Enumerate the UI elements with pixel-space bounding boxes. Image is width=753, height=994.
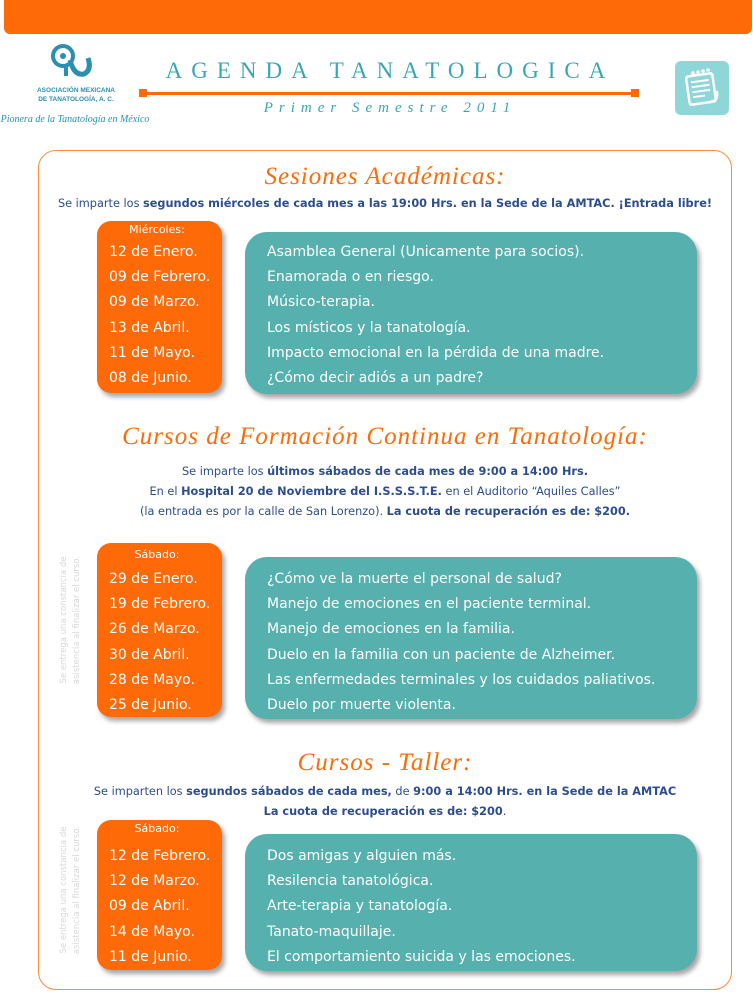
desc-text: (la entrada es por la calle de San Lorenzo). <box>139 505 387 518</box>
date-list <box>109 240 210 391</box>
desc-bold: últimos sábados de cada mes de 9:00 a 14:00 Hrs. <box>267 465 588 478</box>
page-title: AGENDA TANATOLOGICA <box>165 58 615 83</box>
topic-item: El comportamiento suicida y las emociones. <box>267 948 576 965</box>
desc-bold: segundos miércoles de cada mes a las 19:00 Hrs. en la Sede de la AMTAC. ¡Entrada libre! <box>143 197 713 210</box>
certificate-note <box>58 805 88 975</box>
date-item: 13 de Abril. <box>109 319 190 336</box>
date-item: 12 de Febrero. <box>109 848 211 864</box>
title-divider <box>142 92 636 95</box>
topic-item: ¿Cómo decir adiós a un padre? <box>267 369 484 386</box>
date-item: 12 de Enero. <box>109 244 198 260</box>
topic-item: Manejo de emociones en la familia. <box>267 621 515 638</box>
day-label: Miércoles: <box>129 223 185 236</box>
topic-item: ¿Cómo ve la muerte el personal de salud? <box>267 571 562 587</box>
certificate-note-line1: Se entrega una constancia de <box>59 826 69 954</box>
date-item: 28 de Mayo. <box>109 671 195 688</box>
desc-bold: La cuota de recuperación es de: $200. <box>386 505 631 518</box>
desc-text: en el Auditorio “Aquiles Calles” <box>441 485 621 498</box>
certificate-note-line2: asistencia al finalizar el curso. <box>72 555 82 685</box>
cursos-topic-box <box>245 557 697 719</box>
topic-list <box>267 567 655 718</box>
date-item: 26 de Marzo. <box>109 621 200 638</box>
date-list <box>109 567 210 718</box>
topic-item: Resilencia tanatológica. <box>267 873 434 890</box>
certificate-note-line1: Se entrega una constancia de <box>59 556 69 684</box>
topic-item: Asamblea General (Unicamente para socios). <box>267 244 585 260</box>
org-name-line2: DE TANATOLOGÍA, A. C. <box>38 96 114 103</box>
cursos-date-box <box>97 543 222 717</box>
org-logo <box>0 40 150 130</box>
date-item: 11 de Mayo. <box>109 344 195 361</box>
date-item: 09 de Abril. <box>109 898 190 915</box>
day-label: Sábado: <box>134 548 180 561</box>
taller-date-box <box>97 820 222 970</box>
taller-description-line2 <box>40 802 730 822</box>
calendar-icon <box>675 61 729 115</box>
topic-list <box>267 844 576 970</box>
org-tagline: Pionera de la Tanatología en México <box>0 114 150 125</box>
section-title-cursos: Cursos de Formación Continua en Tanatología: <box>122 423 648 450</box>
taller-topic-box <box>245 834 697 971</box>
cursos-description-line2 <box>40 482 730 502</box>
sesiones-description <box>40 194 730 214</box>
topic-item: Duelo en la familia con un paciente de Alzheimer. <box>267 646 616 663</box>
topic-item: Arte-terapia y tanatología. <box>267 898 453 915</box>
section-title-taller: Cursos - Taller: <box>297 749 473 776</box>
topic-item: Las enfermedades terminales y los cuidados paliativos. <box>267 671 656 688</box>
topic-item: Músico-terapia. <box>267 294 375 311</box>
topic-item: Tanato-maquillaje. <box>267 923 396 940</box>
date-item: 09 de Marzo. <box>109 294 200 311</box>
topic-item: Enamorada o en riesgo. <box>267 269 434 286</box>
desc-text: . <box>502 805 507 818</box>
desc-bold: 9:00 a 14:00 Hrs. en la Sede de la AMTAC <box>413 785 677 798</box>
sesiones-topic-box <box>245 232 697 394</box>
topic-item: Manejo de emociones en el paciente terminal. <box>267 596 592 613</box>
sesiones-date-box <box>97 221 222 393</box>
topic-item: Los místicos y la tanatología. <box>267 319 471 336</box>
date-item: 08 de Junio. <box>109 369 192 386</box>
desc-text: de <box>391 785 414 798</box>
certificate-note-line2: asistencia al finalizar el curso. <box>72 825 82 955</box>
topic-item: Duelo por muerte violenta. <box>267 696 456 713</box>
org-name-line1: ASOCIACIÓN MEXICANA <box>36 87 115 94</box>
taller-description-line1 <box>40 782 730 802</box>
date-list <box>109 844 210 970</box>
cursos-description-line1 <box>40 462 730 482</box>
section-title-sesiones: Sesiones Académicas: <box>264 163 506 190</box>
date-item: 12 de Marzo. <box>109 873 200 890</box>
date-item: 19 de Febrero. <box>109 596 211 613</box>
cursos-description-line3 <box>40 502 730 522</box>
topic-item: Impacto emocional en la pérdida de una madre. <box>267 344 605 361</box>
desc-text: Se imparten los <box>93 785 187 798</box>
desc-bold: La cuota de recuperación es de: $200 <box>263 805 503 818</box>
org-name <box>20 86 132 104</box>
topic-item: Dos amigas y alguien más. <box>267 848 457 864</box>
page-subtitle: Primer Semestre 2011 <box>263 100 517 116</box>
date-item: 11 de Junio. <box>109 948 192 965</box>
desc-bold: Hospital 20 de Noviembre del I.S.S.S.T.E. <box>181 485 442 498</box>
amtac-logo-icon <box>48 42 94 82</box>
desc-text: Se imparte los <box>182 465 268 478</box>
desc-text: Se imparte los <box>57 197 144 210</box>
certificate-note <box>58 535 88 705</box>
topic-list <box>267 240 604 391</box>
top-banner <box>4 0 752 34</box>
calendar-glyph-icon <box>675 61 729 115</box>
date-item: 30 de Abril. <box>109 646 190 663</box>
desc-bold: segundos sábados de cada mes, <box>186 785 392 798</box>
desc-text: En el <box>149 485 182 498</box>
date-item: 29 de Enero. <box>109 571 198 587</box>
date-item: 14 de Mayo. <box>109 923 195 940</box>
day-label: Sábado: <box>134 822 180 835</box>
date-item: 09 de Febrero. <box>109 269 211 286</box>
date-item: 25 de Junio. <box>109 696 192 713</box>
